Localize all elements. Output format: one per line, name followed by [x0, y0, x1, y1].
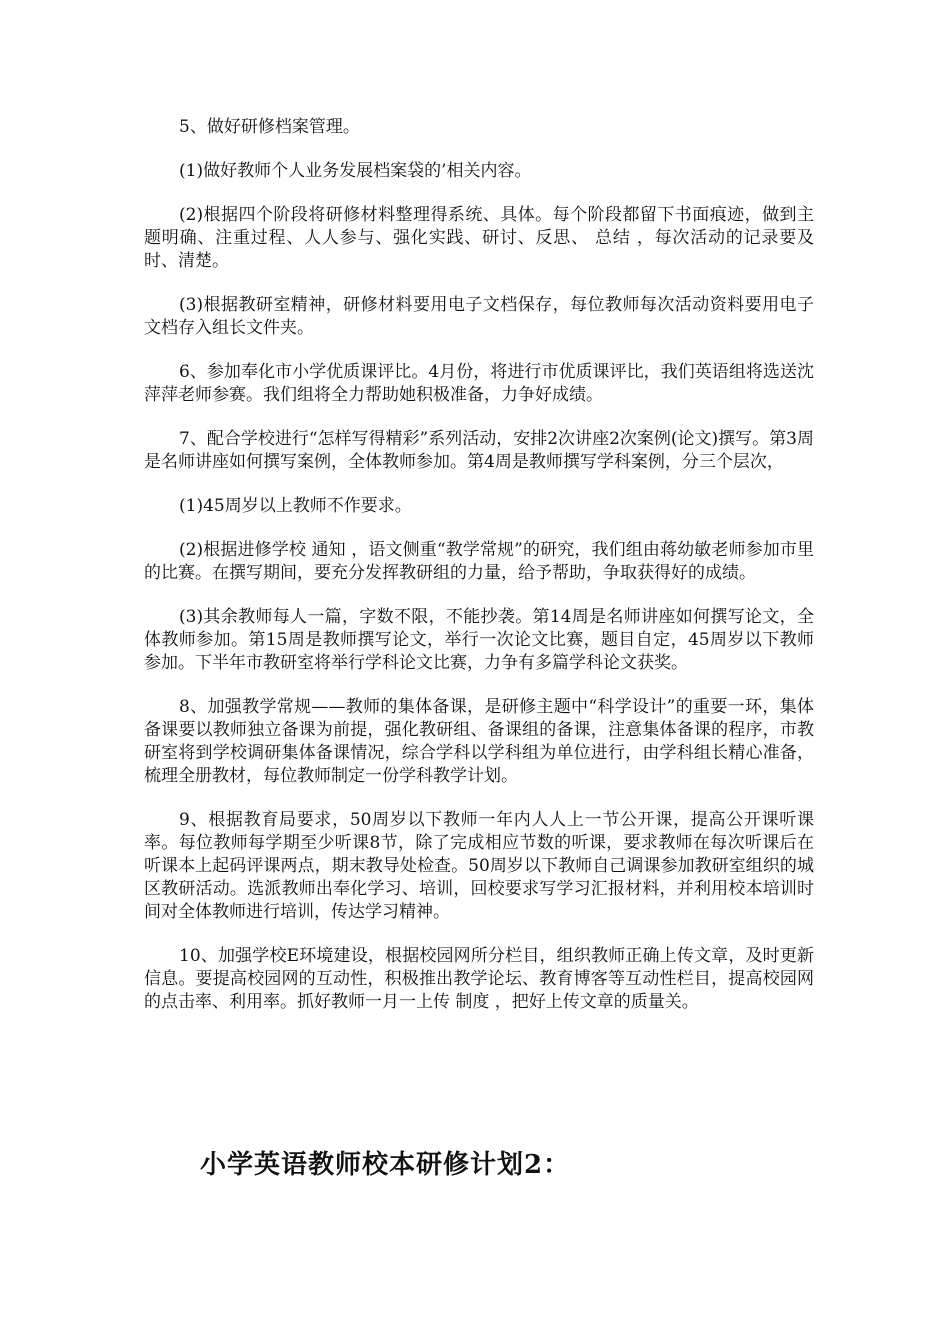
paragraph-sub-5-2: (2)根据四个阶段将研修材料整理得系统、具体。每个阶段都留下书面痕迹，做到主题明确、注重过程、人人参与、强化实践、研讨、反思、 总结 ，每次活动的记录要及时、清楚。 — [144, 205, 814, 271]
paragraph-sub-5-3: (3)根据教研室精神，研修材料要用电子文档保存，每位教师每次活动资料要用电子文档存入组长文件夹。 — [144, 295, 814, 338]
paragraph-sub-7-1: (1)45周岁以上教师不作要求。 — [179, 496, 412, 516]
paragraph-item-6: 6、参加奉化市小学优质课评比。4月份，将进行市优质课评比，我们英语组将选送沈萍萍老师参赛。我们组将全力帮助她积极准备，力争好成绩。 — [144, 362, 814, 405]
section-heading: 小学英语教师校本研修计划2： — [200, 1150, 571, 1180]
paragraph-item-7: 7、配合学校进行“怎样写得精彩”系列活动，安排2次讲座2次案例(论文)撰写。第3周是名师讲座如何撰写案例，全体教师参加。第4周是教师撰写学科案例，分三个层次， — [144, 429, 814, 472]
paragraph-item-5: 5、做好研修档案管理。 — [179, 117, 360, 137]
paragraph-sub-5-1: (1)做好教师个人业务发展档案袋的’相关内容。 — [179, 161, 532, 181]
paragraph-sub-7-2: (2)根据进修学校 通知 ，语文侧重“教学常规”的研究，我们组由蒋幼敏老师参加市里的比赛。在撰写期间，要充分发挥教研组的力量，给予帮助，争取获得好的成绩。 — [144, 540, 814, 583]
paragraph-item-8: 8、加强教学常规——教师的集体备课，是研修主题中“科学设计”的重要一环，集体备课要以教师独立备课为前提，强化教研组、备课组的备课，注意集体备课的程序，市教研室将到学校调研集体备课情况，综合学科以学科组为单位进行，由学科组长精心准备，梳理全册教材，每位教师制定一份学科教学计划。 — [144, 697, 814, 786]
document-body — [144, 112, 814, 1035]
paragraph-item-10: 10、加强学校E环境建设，根据校园网所分栏目，组织教师正确上传文章，及时更新信息。要提高校园网的互动性，积极推出教学论坛、教育博客等互动性栏目，提高校园网的点击率、利用率。抓好教师一月一上传 制度 ，把好上传文章的质量关。 — [144, 946, 814, 1012]
paragraph-sub-7-3: (3)其余教师每人一篇，字数不限，不能抄袭。第14周是名师讲座如何撰写论文，全体教师参加。第15周是教师撰写论文，举行一次论文比赛，题目自定，45周岁以下教师参加。下半年市教研室将举行学科论文比赛，力争有多篇学科论文获奖。 — [144, 607, 814, 673]
paragraph-item-9: 9、根据教育局要求，50周岁以下教师一年内人人上一节公开课，提高公开课听课率。每位教师每学期至少听课8节，除了完成相应节数的听课，要求教师在每次听课后在听课本上起码评课两点，期末教导处检查。50周岁以下教师自己调课参加教研室组织的城区教研活动。选派教师出奉化学习、培训，回校要求写学习汇报材料，并利用校本培训时间对全体教师进行培训，传达学习精神。 — [144, 810, 814, 922]
